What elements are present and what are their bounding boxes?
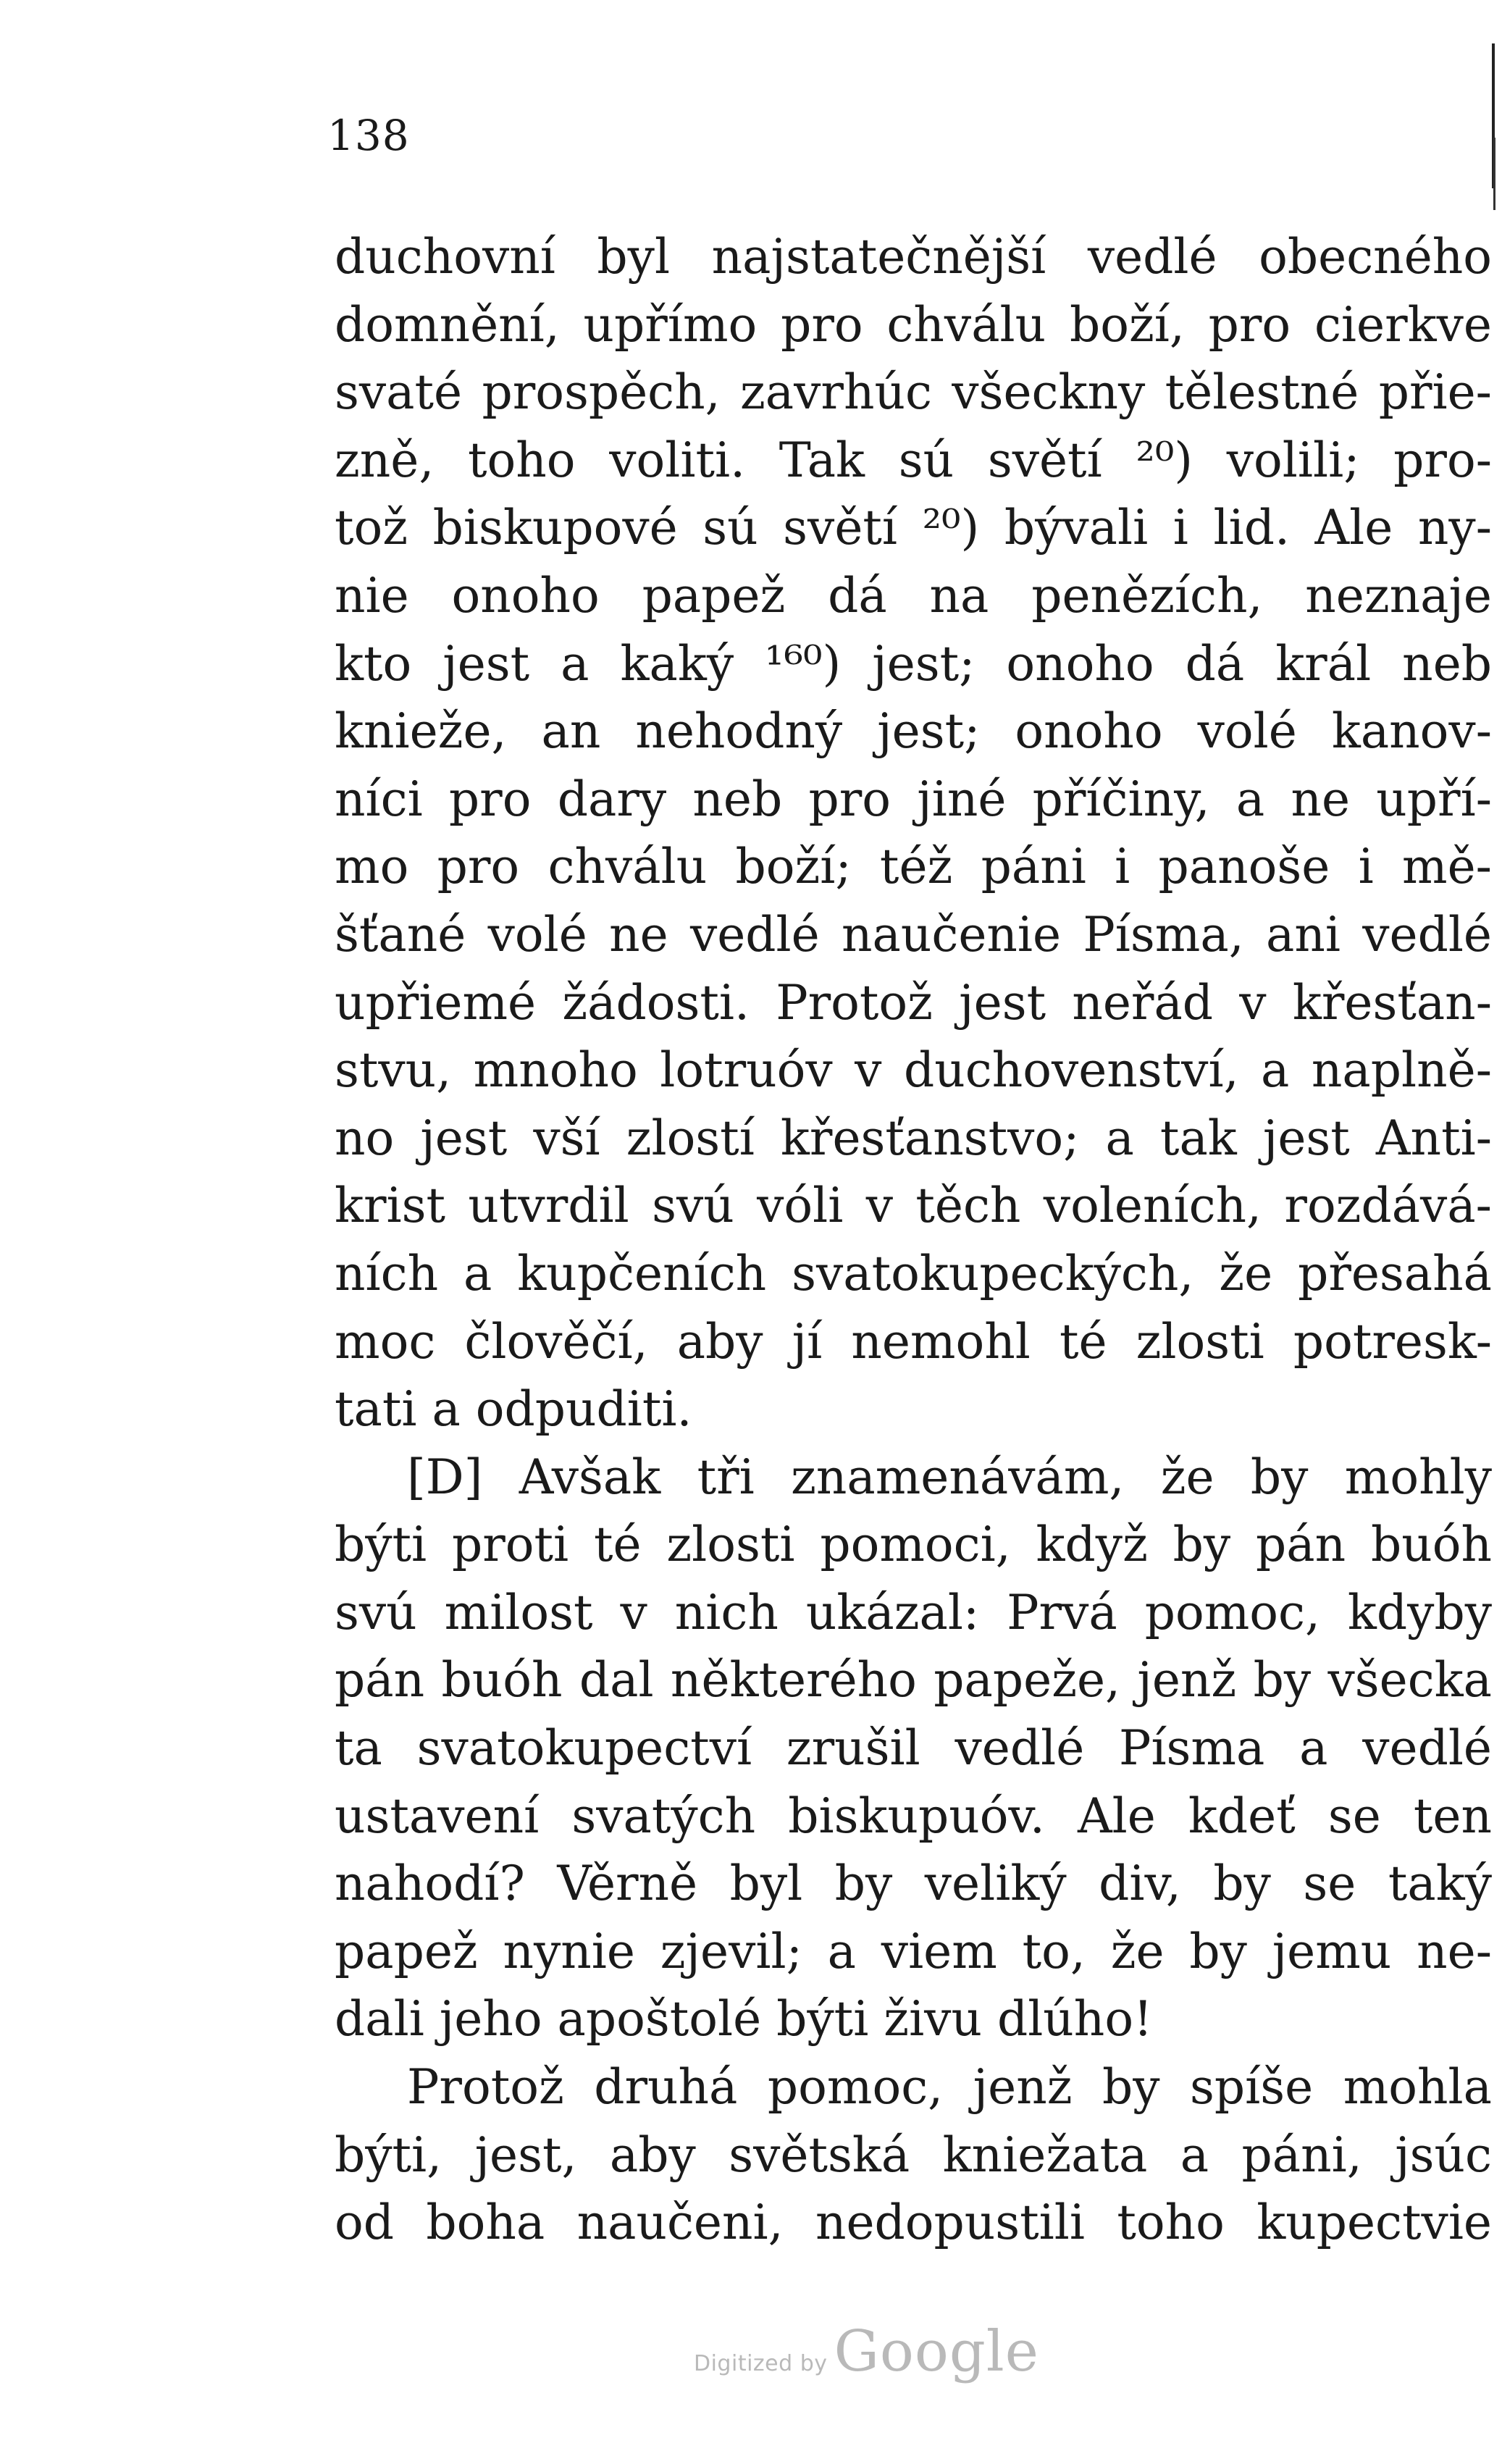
text-line: tož biskupové sú světí ²⁰) bývali i lid. Ale ny- — [335, 500, 1492, 556]
text-line: pán buóh dal některého papeže, jenž by všecka — [335, 1652, 1492, 1709]
text-line: nie onoho papež dá na penězích, neznaje — [335, 567, 1492, 624]
text-line: níci pro dary neb pro jiné příčiny, a ne upří- — [335, 771, 1492, 827]
text-line: býti, jest, aby světská kniežata a páni, jsúc — [335, 2126, 1492, 2183]
text-line: no jest vší zlostí křesťanstvo; a tak jest Anti- — [335, 1110, 1492, 1166]
text-line: ustavení svatých biskupuóv. Ale kdeť se ten — [335, 1788, 1492, 1844]
watermark-prefix: Digitized by — [694, 2351, 828, 2376]
text-line: domnění, upřímo pro chválu boží, pro cierkve — [335, 296, 1492, 353]
text-line: upřiemé žádosti. Protož jest neřád v křesťan- — [335, 974, 1492, 1031]
text-line: ních a kupčeních svatokupeckých, že přesahá — [335, 1245, 1492, 1302]
text-line: krist utvrdil svú vóli v těch voleních, rozdává- — [335, 1178, 1492, 1234]
text-line: šťané volé ne vedlé naučenie Písma, ani vedlé — [335, 906, 1492, 963]
text-line: moc člověčí, aby jí nemohl té zlosti potresk- — [335, 1313, 1492, 1370]
text-line: svú milost v nich ukázal: Prvá pomoc, kdyby — [335, 1584, 1492, 1640]
text-line: ta svatokupectví zrušil vedlé Písma a vedlé — [335, 1720, 1492, 1777]
page-edge-mark-lower — [1493, 138, 1495, 210]
watermark-brand-logo: Google — [834, 2319, 1039, 2384]
text-line: knieže, an nehodný jest; onoho volé kanov- — [335, 703, 1492, 760]
text-line: mo pro chválu boží; též páni i panoše i mě- — [335, 839, 1492, 895]
text-line: býti proti té zlosti pomoci, když by pán buóh — [335, 1517, 1492, 1573]
text-line: duchovní byl najstatečnější vedlé obecného — [335, 229, 1492, 285]
text-line: zně, toho voliti. Tak sú světí ²⁰) volili; pro- — [335, 432, 1492, 488]
text-line: papež nynie zjevil; a viem to, že by jemu ne- — [335, 1923, 1492, 1979]
text-line: od boha naučeni, nedopustili toho kupectvie — [335, 2195, 1492, 2251]
text-line: nahodí? Věrně byl by veliký div, by se taký — [335, 1856, 1492, 1912]
digitized-watermark — [694, 2319, 1039, 2384]
paragraph-end-line: tati a odpuditi. — [335, 1381, 692, 1438]
text-line: kto jest a kaký ¹⁶⁰) jest; onoho dá král neb — [335, 635, 1492, 692]
paragraph-end-line: dali jeho apoštolé býti živu dlúho! — [335, 1991, 1153, 2048]
text-line: stvu, mnoho lotruóv v duchovenství, a naplně- — [335, 1042, 1492, 1099]
page-number: 138 — [327, 111, 410, 160]
body-text — [335, 223, 1492, 2257]
paragraph-start-line: [D] Avšak tři znamenávám, že by mohly — [407, 1449, 1492, 1505]
text-line: svaté prospěch, zavrhúc všeckny tělestné přie- — [335, 364, 1492, 421]
paragraph-start-line: Protož druhá pomoc, jenž by spíše mohla — [407, 2059, 1492, 2116]
